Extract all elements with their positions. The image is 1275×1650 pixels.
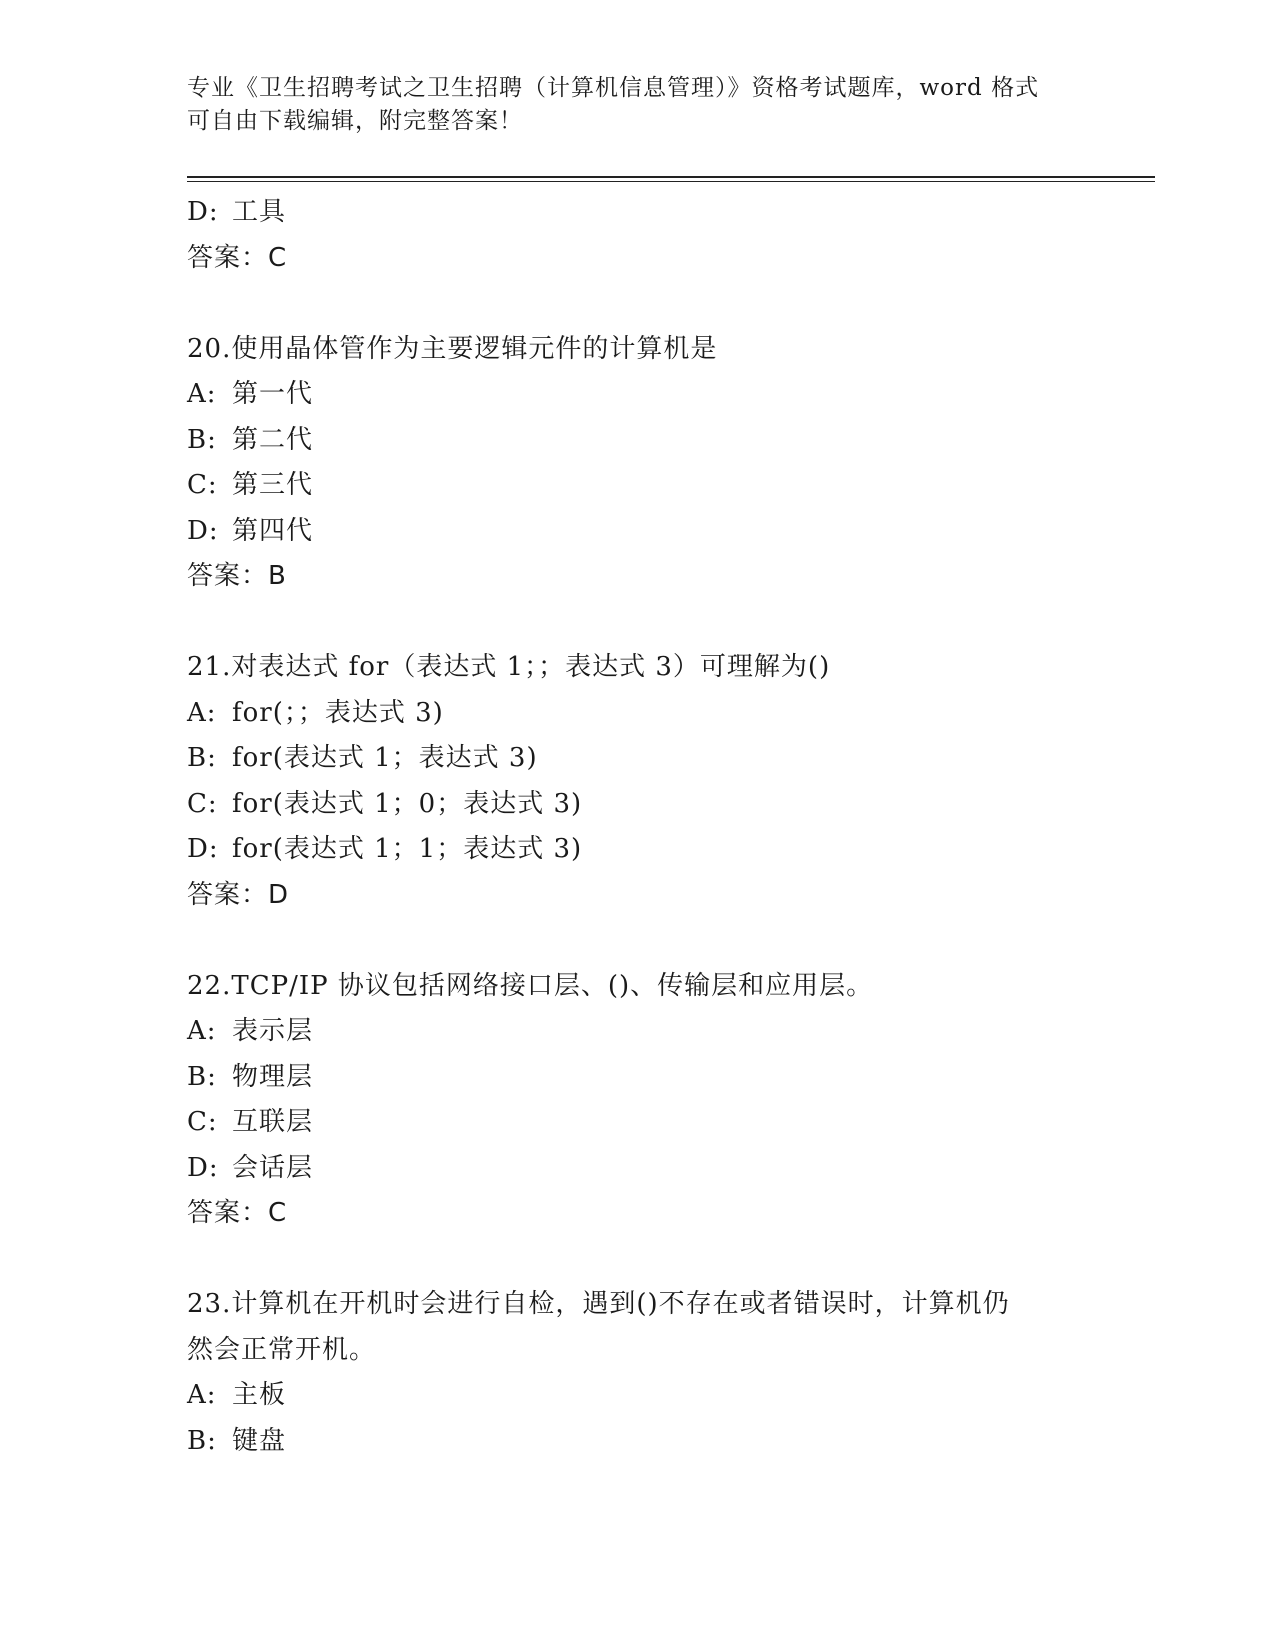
option-text: 第二代 [232, 424, 314, 455]
option-c [187, 463, 1087, 509]
option-text: 工具 [232, 197, 287, 227]
option-letter: C: [187, 470, 218, 500]
question-22 [187, 964, 1087, 1237]
option-letter: C: [187, 788, 218, 819]
option-d [187, 827, 1087, 873]
document-header [187, 72, 1087, 138]
option-letter: A: [187, 697, 217, 728]
option-a [187, 1373, 1087, 1419]
option-a [187, 372, 1087, 418]
spacer [187, 281, 1087, 327]
option-text: for(；；表达式 3) [232, 697, 444, 728]
option-text: 主板 [232, 1380, 287, 1410]
option-text: for(表达式 1；1；表达式 3) [232, 834, 583, 864]
option-c [187, 782, 1087, 828]
option-d [187, 1146, 1087, 1192]
option-letter: D: [187, 197, 219, 227]
option-text: 第一代 [232, 379, 314, 409]
option-a [187, 1009, 1087, 1055]
header-line-2: 可自由下载编辑，附完整答案！ [187, 108, 523, 134]
option-text: 键盘 [232, 1425, 287, 1456]
option-text: 物理层 [232, 1061, 314, 1092]
header-line-1: 专业《卫生招聘考试之卫生招聘（计算机信息管理）》资格考试题库，word 格式 [187, 75, 1040, 101]
header-divider-thin [187, 181, 1155, 182]
option-b [187, 418, 1087, 464]
option-b [187, 736, 1087, 782]
option-text: 第四代 [232, 515, 314, 546]
option-letter: C: [187, 1107, 218, 1137]
option-text: for(表达式 1；表达式 3) [232, 743, 538, 773]
spacer [187, 1237, 1087, 1283]
option-letter: D: [187, 515, 219, 546]
option-text: for(表达式 1；0；表达式 3) [232, 788, 583, 819]
question-stem-line-2: 然会正常开机。 [187, 1334, 377, 1365]
question-23 [187, 1282, 1087, 1464]
option-a [187, 691, 1087, 737]
option-text: 表示层 [232, 1016, 314, 1046]
option-c [187, 1100, 1087, 1146]
option-text: 互联层 [232, 1107, 314, 1137]
spacer [187, 918, 1087, 964]
prev-answer: 答案：C [187, 242, 288, 273]
question-content [187, 190, 1087, 1464]
option-letter: A: [187, 379, 217, 409]
option-text: 会话层 [232, 1152, 314, 1183]
option-letter: D: [187, 1152, 219, 1183]
option-d [187, 509, 1087, 555]
option-letter: A: [187, 1016, 217, 1046]
option-letter: B: [187, 1425, 217, 1456]
option-b [187, 1055, 1087, 1101]
option-b [187, 1419, 1087, 1465]
question-answer: 答案：D [187, 879, 290, 910]
question-20 [187, 327, 1087, 600]
option-letter: A: [187, 1380, 217, 1410]
question-stem: 21.对表达式 for（表达式 1；；表达式 3）可理解为() [187, 652, 831, 682]
option-letter: B: [187, 1061, 217, 1092]
option-letter: D: [187, 834, 219, 864]
question-answer: 答案：B [187, 561, 287, 591]
option-letter: B: [187, 743, 217, 773]
header-divider-thick [187, 176, 1155, 178]
spacer [187, 600, 1087, 646]
prev-option-d [187, 190, 1087, 236]
option-text: 第三代 [232, 470, 314, 500]
option-letter: B: [187, 424, 217, 455]
question-answer: 答案：C [187, 1198, 288, 1228]
question-stem: 22.TCP/IP 协议包括网络接口层、()、传输层和应用层。 [187, 970, 874, 1001]
question-21 [187, 645, 1087, 918]
question-stem: 20.使用晶体管作为主要逻辑元件的计算机是 [187, 333, 718, 364]
question-stem-line-1: 23.计算机在开机时会进行自检，遇到()不存在或者错误时，计算机仍 [187, 1289, 1010, 1319]
